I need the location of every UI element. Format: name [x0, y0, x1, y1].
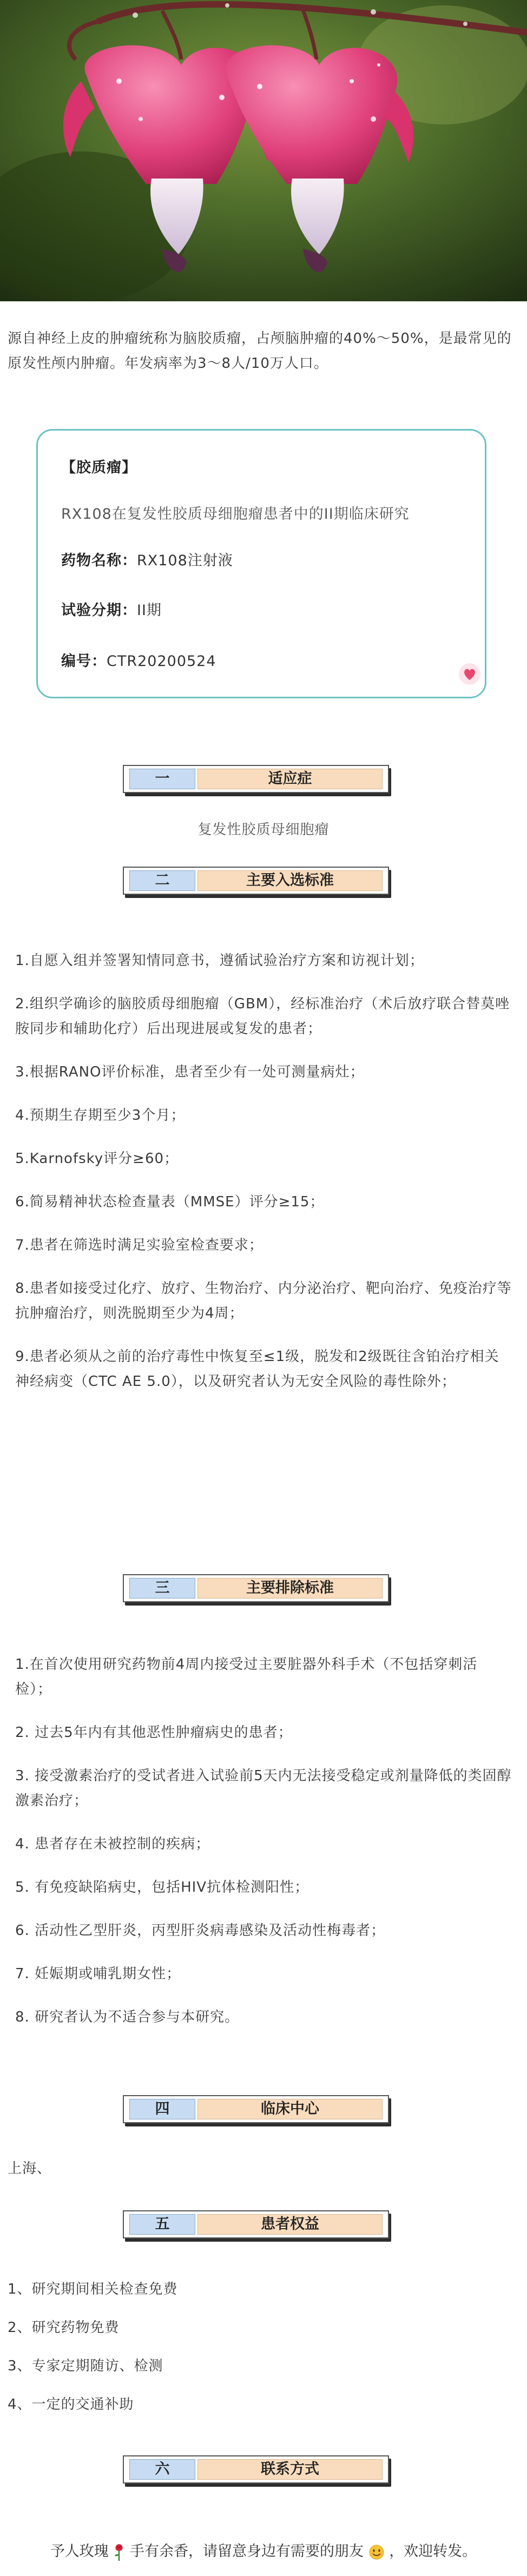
section-header-inclusion — [123, 867, 392, 898]
section-title: 主要排除标准 — [197, 1578, 383, 1599]
list-item: 1.在首次使用研究药物前4周内接受过主要脏器外科手术（不包括穿刺活检）； — [15, 1656, 478, 1697]
list-item: 2、研究药物免费 — [8, 2320, 120, 2336]
list-item: 9.患者必须从之前的治疗毒性中恢复至≤1级，脱发和2级既往含铂治疗相关神经病变（CTC AE 5.0），以及研究者认为无安全风险的毒性除外； — [15, 1349, 499, 1390]
footer-line — [0, 2539, 527, 2561]
section-title: 临床中心 — [197, 2099, 383, 2119]
footer-text-3: ，欢迎转发。 — [389, 2543, 477, 2560]
inclusion-list — [15, 948, 512, 1412]
card-phase-row — [61, 598, 162, 619]
section-number: 一 — [129, 769, 195, 789]
indication-text: 复发性胶质母细胞瘤 — [197, 822, 330, 838]
section-header-indication — [123, 765, 392, 796]
list-item: 3、专家定期随访、检测 — [8, 2358, 163, 2374]
list-item: 6. 活动性乙型肝炎，丙型肝炎病毒感染及活动性梅毒者； — [15, 1923, 386, 1939]
hero-flower-image — [0, 0, 527, 301]
heart-icon — [458, 662, 482, 686]
section-number: 三 — [129, 1578, 195, 1599]
section-title: 主要入选标准 — [197, 870, 383, 891]
section-header-centers — [123, 2095, 392, 2126]
card-drug-row — [61, 549, 233, 570]
section-number: 六 — [129, 2459, 195, 2480]
exclusion-list — [15, 1652, 512, 2048]
list-item: 4、一定的交通补助 — [8, 2396, 134, 2413]
list-item: 7.患者在筛选时满足实验室检查要求； — [15, 1237, 264, 1253]
list-item: 1、研究期间相关检查免费 — [8, 2281, 178, 2297]
list-item: 5. 有免疫缺陷病史，包括HIV抗体检测阳性； — [15, 1879, 309, 1895]
card-id-label: 编号： — [61, 653, 107, 670]
section-header-benefits — [123, 2210, 392, 2242]
list-item: 7. 妊娠期或哺乳期女性； — [15, 1966, 181, 1982]
benefits-list — [8, 2277, 178, 2431]
intro-paragraph: 源自神经上皮的肿瘤统称为脑胶质瘤，占颅脑肿瘤的40%～50%，是最常见的原发性颅内肿瘤。年发病率为3～8人/10万人口。 — [8, 331, 512, 372]
card-study-title: RX108在复发性胶质母细胞瘤患者中的II期临床研究 — [61, 506, 410, 523]
list-item: 5.Karnofsky评分≥60； — [15, 1151, 179, 1167]
list-item: 3.根据RANO评价标准，患者至少有一处可测量病灶； — [15, 1064, 365, 1080]
list-item: 2. 过去5年内有其他恶性肿瘤病史的患者； — [15, 1725, 293, 1741]
section-title: 患者权益 — [197, 2214, 383, 2235]
card-drug-label: 药物名称： — [61, 552, 137, 569]
centers-text: 上海、 — [8, 2161, 52, 2177]
list-item: 6.简易精神状态检查量表（MMSE）评分≥15； — [15, 1194, 325, 1210]
card-phase-label: 试验分期： — [61, 602, 137, 619]
list-item: 8. 研究者认为不适合参与本研究。 — [15, 2009, 240, 2025]
section-number: 二 — [129, 870, 195, 891]
section-header-contact — [123, 2455, 392, 2487]
card-id-row — [61, 649, 216, 670]
rose-icon — [113, 2543, 125, 2561]
section-title: 适应症 — [197, 769, 383, 789]
section-header-exclusion — [123, 1574, 392, 1606]
list-item: 2.组织学确诊的脑胶质母细胞瘤（GBM），经标准治疗（术后放疗联合替莫唑胺同步和辅助化疗）后出现进展或复发的患者； — [15, 996, 510, 1037]
list-item: 3. 接受激素治疗的受试者进入试验前5天内无法接受稳定或剂量降低的类固醇激素治疗； — [15, 1768, 512, 1809]
list-item: 4. 患者存在未被控制的疾病； — [15, 1836, 210, 1852]
list-item: 1.自愿入组并签署知情同意书，遵循试验治疗方案和访视计划； — [15, 953, 424, 969]
list-item: 8.患者如接受过化疗、放疗、生物治疗、内分泌治疗、靶向治疗、免疫治疗等抗肿瘤治疗，则洗脱期至少为4周； — [15, 1280, 512, 1322]
footer-text-2: 手有余香，请留意身边有需要的朋友 — [130, 2543, 364, 2560]
smile-icon — [368, 2544, 385, 2560]
card-drug-value: RX108注射液 — [137, 552, 233, 569]
card-tag: 【胶质瘤】 — [61, 459, 137, 476]
footer-text-1: 予人玫瑰 — [50, 2543, 109, 2560]
card-id-value: CTR20200524 — [107, 653, 216, 670]
card-phase-value: II期 — [137, 602, 162, 619]
section-number: 四 — [129, 2099, 195, 2119]
list-item: 4.预期生存期至少3个月； — [15, 1107, 186, 1124]
section-number: 五 — [129, 2214, 195, 2235]
trial-info-card — [36, 429, 486, 698]
section-title: 联系方式 — [197, 2459, 383, 2480]
